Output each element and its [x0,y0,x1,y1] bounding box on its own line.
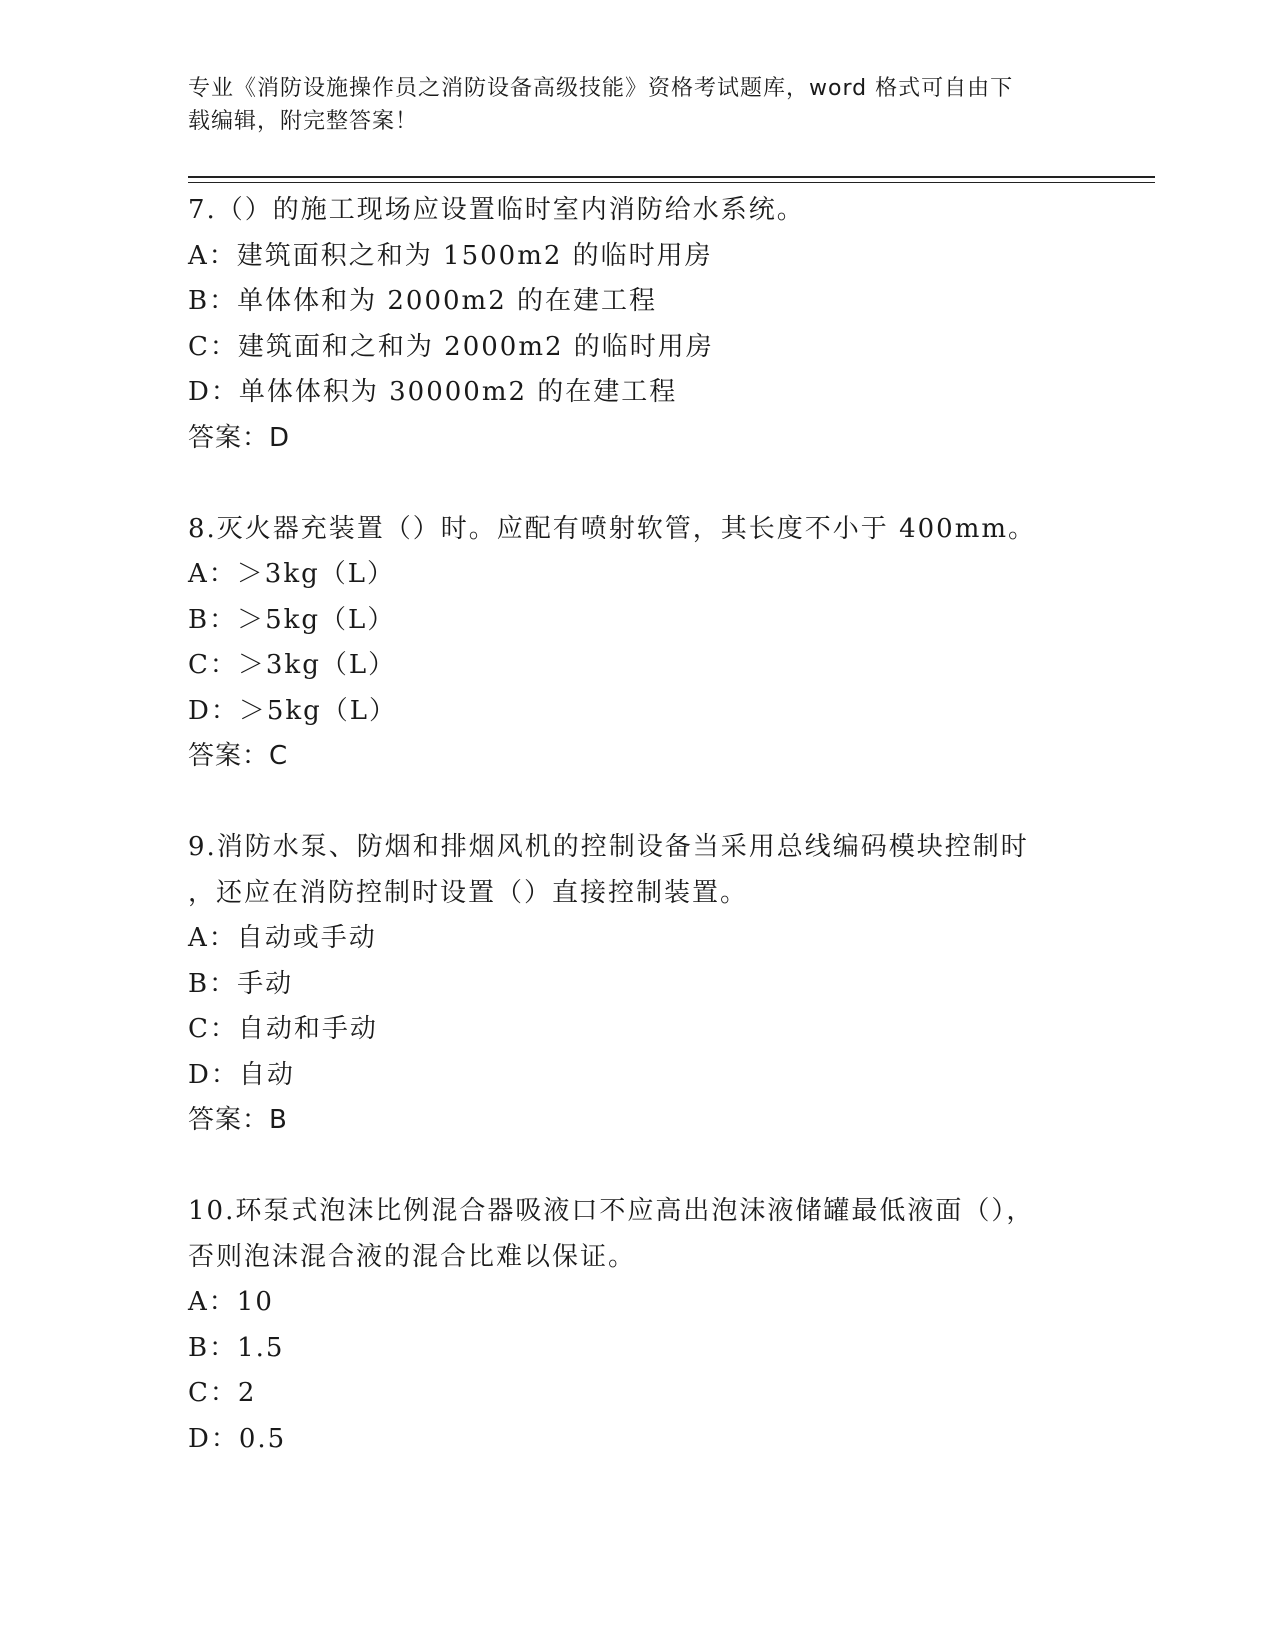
option-c: C：＞3kg（L） [188,650,397,680]
option-b: B：＞5kg（L） [188,604,396,635]
answer-label: 答案：C [188,741,289,771]
option-a: A：10 [188,1287,274,1317]
option-a: A：自动或手动 [188,923,377,953]
question-stem-line-1: 10.环泵式泡沫比例混合器吸液口不应高出泡沫液储罐最低液面（）， [188,1196,1035,1226]
option-d: D：＞5kg（L） [188,695,398,726]
option-a: A：建筑面积之和为 1500m2 的临时用房 [188,240,713,271]
option-a: A：＞3kg（L） [188,559,395,589]
question-stem-line-2: ，还应在消防控制时设置（）直接控制装置。 [188,877,749,908]
question-spacer [188,461,1088,507]
question-stem-line-2: 否则泡沫混合液的混合比难以保证。 [188,1241,637,1272]
header-line-1: 专业《消防设施操作员之消防设备高级技能》资格考试题库，word 格式可自由下 [188,76,1014,101]
question-stem-line-1: 9.消防水泵、防烟和排烟风机的控制设备当采用总线编码模块控制时 [188,832,1029,862]
option-d: D：0.5 [188,1423,287,1454]
question-7 [188,188,1088,461]
header-divider-thin [188,182,1155,183]
question-spacer [188,780,1088,826]
option-b: B：1.5 [188,1332,285,1363]
option-b: B：单体体和为 2000m2 的在建工程 [188,286,658,316]
option-c: C：2 [188,1378,257,1408]
document-header [188,72,1088,138]
question-stem: 8.灭火器充装置（）时。应配有喷射软管，其长度不小于 400mm。 [188,513,1037,544]
option-b: B：手动 [188,968,294,999]
question-spacer [188,1144,1088,1190]
question-9 [188,825,1088,1144]
answer-label: 答案：B [188,1105,288,1135]
question-8 [188,507,1088,780]
question-10 [188,1189,1088,1462]
option-d: D：单体体积为 30000m2 的在建工程 [188,377,678,407]
question-stem: 7.（）的施工现场应设置临时室内消防给水系统。 [188,195,805,225]
question-list [188,188,1088,1462]
header-divider-thick [188,176,1155,178]
option-c: C：自动和手动 [188,1014,378,1044]
answer-label: 答案：D [188,422,291,453]
header-line-2: 载编辑，附完整答案！ [188,109,419,134]
option-d: D：自动 [188,1059,295,1090]
option-c: C：建筑面和之和为 2000m2 的临时用房 [188,331,714,362]
